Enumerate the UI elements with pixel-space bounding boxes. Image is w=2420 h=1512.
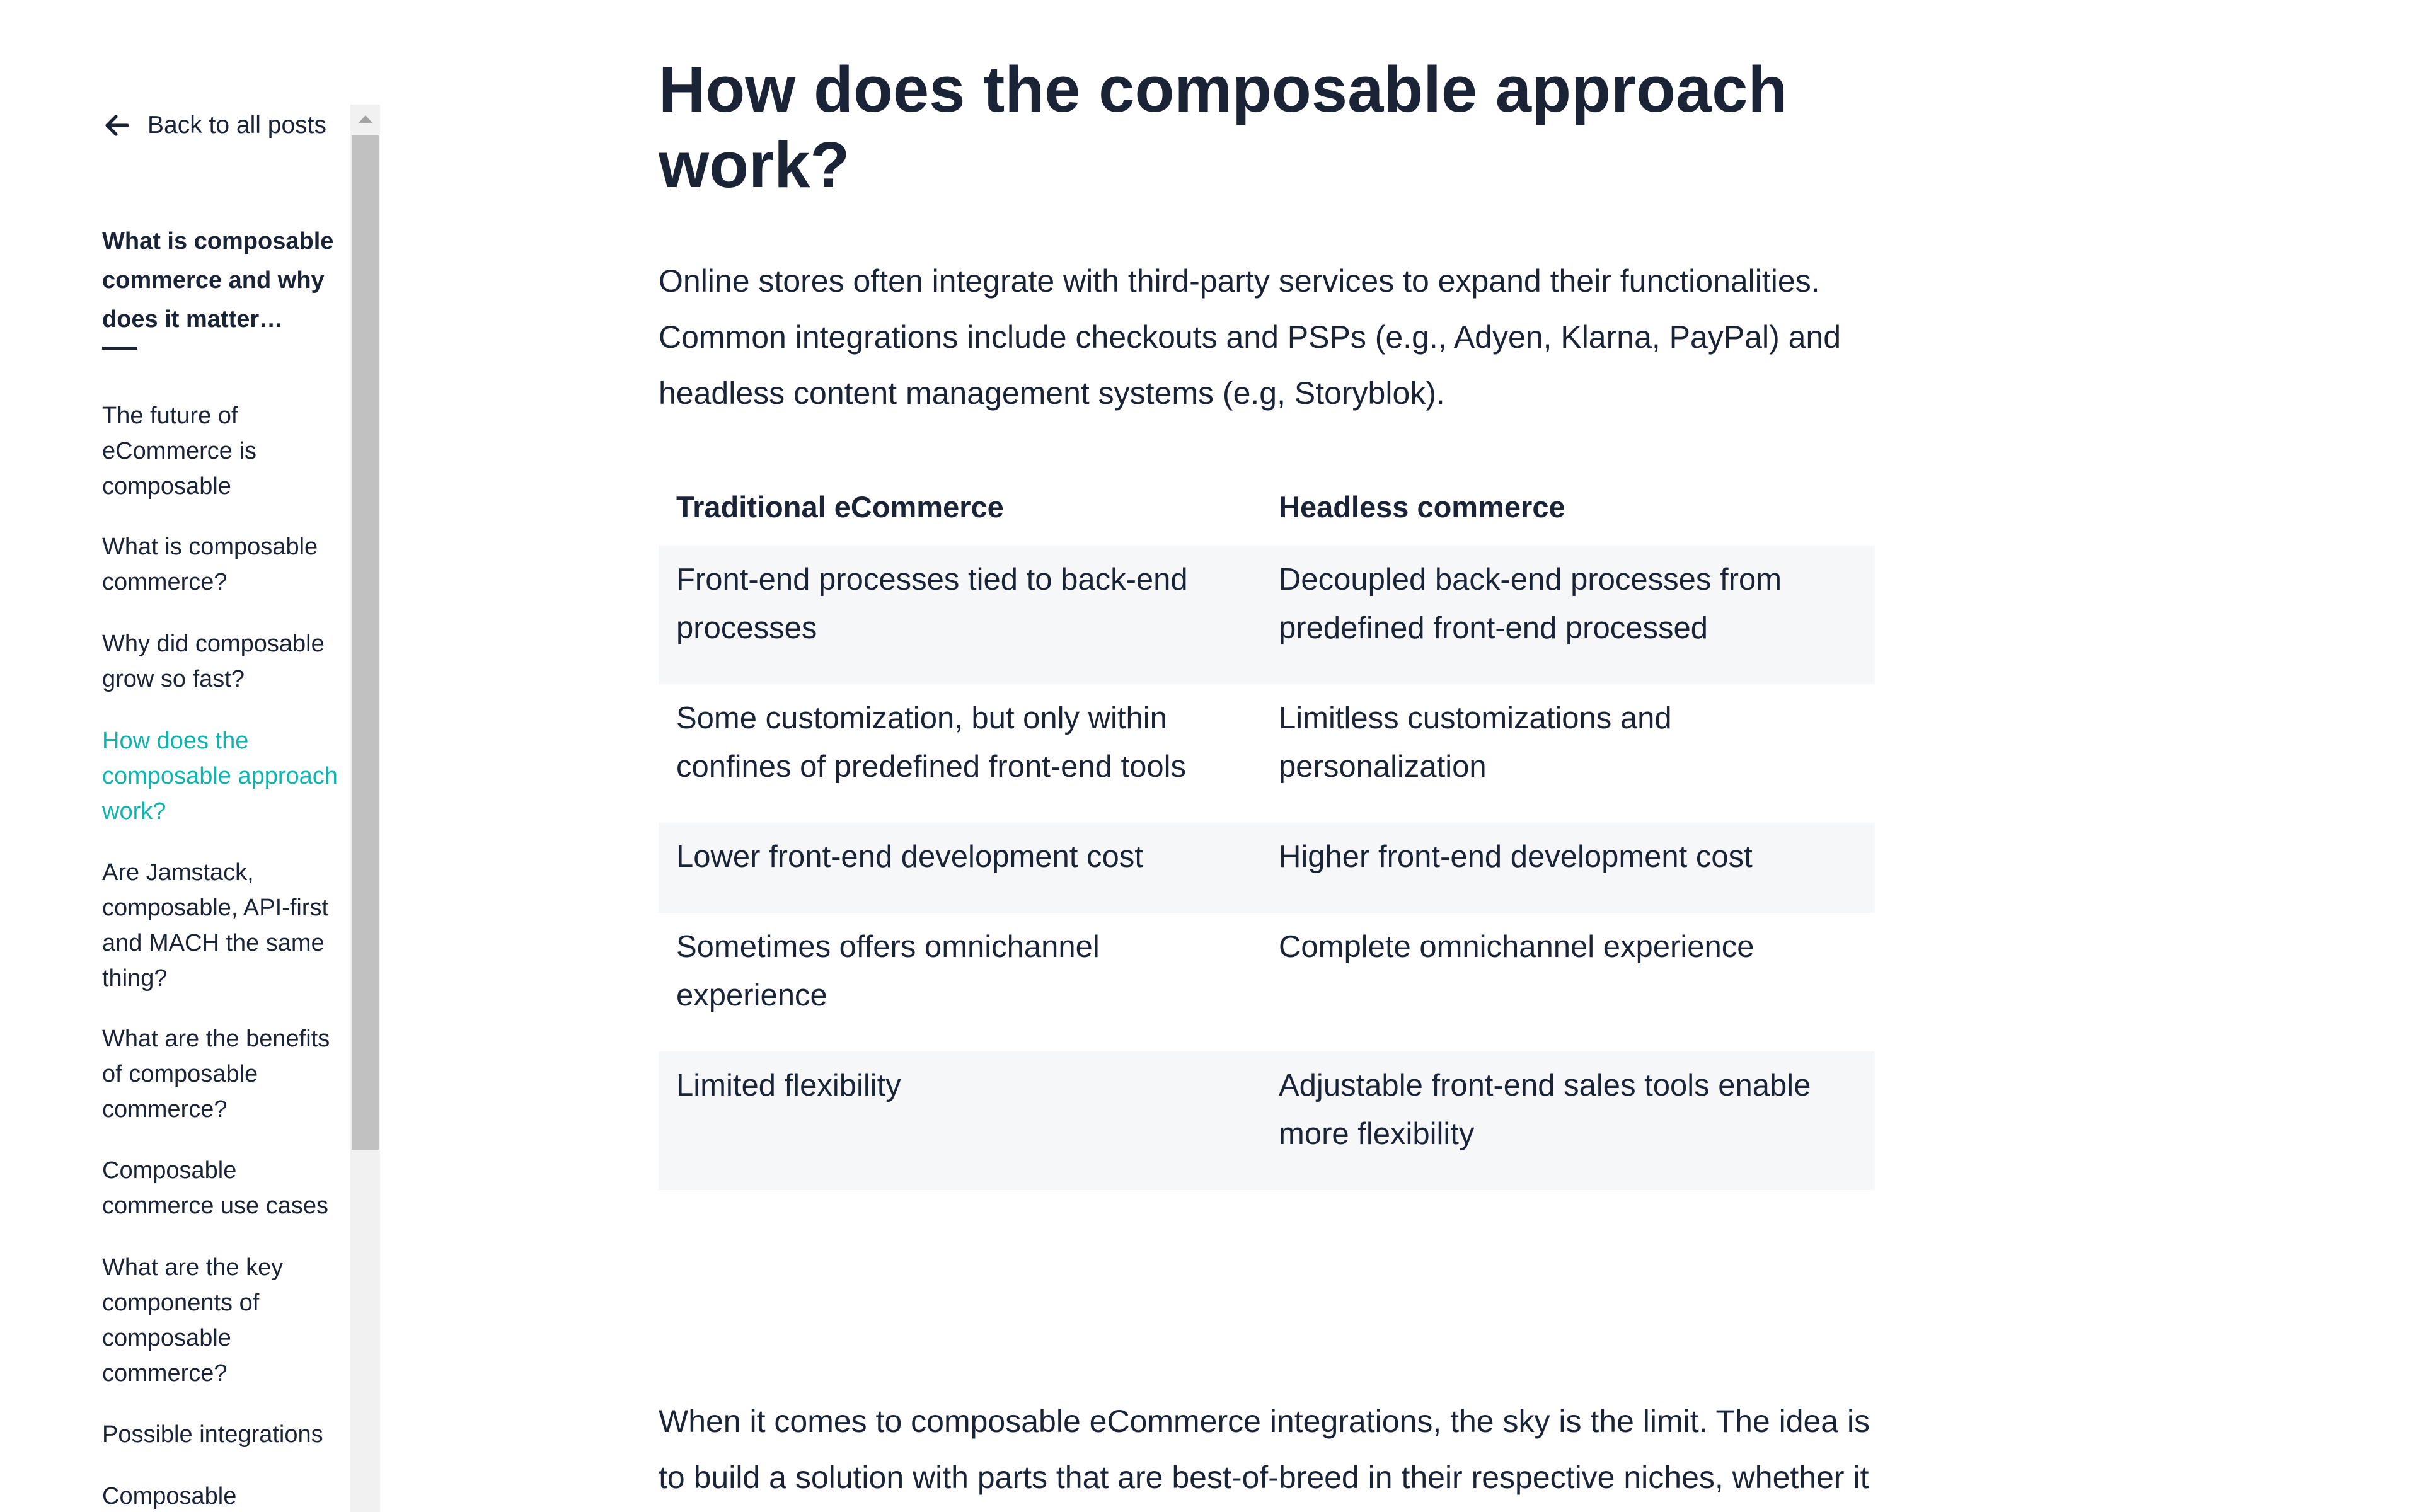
table-row — [659, 1051, 1875, 1190]
toc-item-what-is-composable[interactable]: What is composable commerce? — [102, 534, 318, 595]
toc-current-section[interactable]: What is composable commerce and why does it matter… — [102, 228, 334, 333]
table-row — [659, 546, 1875, 684]
table-cell-headless: Adjustable front-end sales tools enable more flexibility — [1261, 1051, 1875, 1190]
scroll-up-button[interactable] — [350, 105, 380, 134]
scrollbar-thumb[interactable] — [352, 135, 379, 1150]
table-row — [659, 823, 1875, 913]
table-cell-headless: Higher front-end development cost — [1261, 823, 1875, 913]
table-header-row — [659, 467, 1875, 546]
article-content — [659, 0, 1878, 1512]
table-cell-headless: Limitless customizations and personalization — [1279, 701, 1672, 784]
toc-item-composable[interactable]: Composable — [102, 1483, 237, 1509]
table-cell-headless: Complete omnichannel experience — [1279, 930, 1754, 964]
integrations-paragraph: When it comes to composable eCommerce integrations, the sky is the limit. The idea is to build a solution with parts that are best-of-breed in their respective niches, whether it — [659, 1404, 1870, 1495]
toc-item-benefits[interactable]: What are the benefits of composable commerce? — [102, 1026, 330, 1123]
sidebar-scrollbar[interactable] — [350, 105, 380, 1512]
arrow-left-icon — [102, 110, 132, 140]
intro-paragraph: Online stores often integrate with third-party services to expand their functionalities. Common integrations include checkouts and PSPs (e.g., Adyen, Klarna, PayPal) and headless content management systems (e.g, Storyblok). — [659, 263, 1841, 411]
toc-current-underline — [102, 346, 137, 350]
toc-item-key-components[interactable]: What are the key components of composable commerce? — [102, 1254, 284, 1387]
back-to-all-posts-link[interactable] — [102, 106, 326, 145]
toc-item-use-cases[interactable]: Composable commerce use cases — [102, 1157, 329, 1219]
toc-item-how-does-it-work[interactable]: How does the composable approach work? — [102, 728, 338, 825]
toc-item-possible-integrations[interactable]: Possible integrations — [102, 1421, 323, 1448]
table-cell-traditional: Sometimes offers omnichannel experience — [676, 930, 1100, 1012]
toc-item-future-of-ecommerce[interactable]: The future of eCommerce is composable — [102, 403, 256, 500]
table-cell-traditional: Front-end processes tied to back-end processes — [659, 546, 1261, 684]
table-cell-headless: Decoupled back-end processes from predefined front-end processed — [1261, 546, 1875, 684]
back-link-label: Back to all posts — [147, 112, 326, 139]
table-header-headless: Headless commerce — [1279, 490, 1565, 524]
table-cell-traditional: Lower front-end development cost — [659, 823, 1261, 913]
table-row — [659, 913, 1875, 1051]
table-cell-traditional: Some customization, but only within confines of predefined front-end tools — [676, 701, 1187, 784]
section-heading: How does the composable approach work? — [659, 53, 1788, 201]
comparison-table — [659, 467, 1875, 1190]
toc-item-why-grow-fast[interactable]: Why did composable grow so fast? — [102, 631, 325, 692]
table-header-traditional: Traditional eCommerce — [676, 490, 1004, 524]
table-cell-traditional: Limited flexibility — [659, 1051, 1261, 1190]
toc-item-jamstack-mach[interactable]: Are Jamstack, composable, API-first and MACH the same thing? — [102, 859, 329, 992]
table-row — [659, 684, 1875, 823]
table-of-contents-sidebar — [0, 0, 386, 1512]
scroll-up-arrow-icon — [359, 115, 372, 123]
